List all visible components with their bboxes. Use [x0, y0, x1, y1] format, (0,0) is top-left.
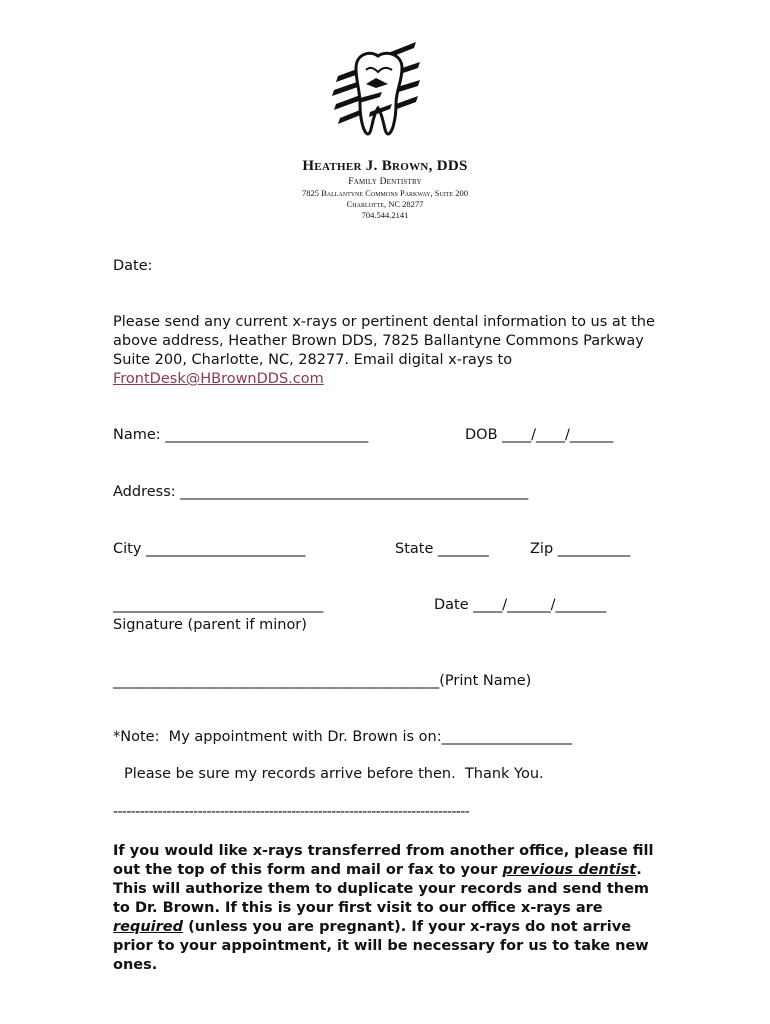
tooth-logo-icon	[330, 38, 422, 140]
practice-owner-name: Heather J. Brown, DDS	[302, 158, 468, 174]
signature-field[interactable]: _____________________________	[113, 597, 324, 613]
request-text: Please send any current x-rays or pertinent dental information to us at the above address, Heather Brown DDS, 7825 Ballantyne Commons Parkway Suite 200, Charlotte, NC, 28277. Email digital x-rays to	[113, 314, 655, 368]
city-field[interactable]: City ______________________	[113, 541, 306, 557]
appointment-note-field[interactable]: *Note: My appointment with Dr. Brown is on:__________________	[113, 729, 573, 745]
letterhead	[0, 156, 770, 221]
instructions-part-3: (unless you are pregnant). If your x-rays do not arrive prior to your appointment, it will be necessary for us to take new ones.	[113, 919, 649, 973]
address-field[interactable]: Address: ________________________________________________	[113, 484, 529, 500]
practice-city: Charlotte, NC 28277	[346, 199, 424, 209]
zip-field[interactable]: Zip __________	[530, 541, 631, 557]
state-field[interactable]: State _______	[395, 541, 489, 557]
required-emphasis: required	[113, 919, 184, 935]
email-link[interactable]: FrontDesk@HBrownDDS.com	[113, 371, 324, 387]
date-label: Date:	[113, 258, 153, 274]
name-field[interactable]: Name: ____________________________	[113, 427, 369, 443]
practice-type: Family Dentistry	[348, 177, 422, 187]
records-note: Please be sure my records arrive before then. Thank You.	[124, 766, 544, 782]
practice-phone: 704.544.2141	[361, 210, 409, 220]
dashed-separator: --------------------------------------------------------------------------------	[113, 804, 470, 820]
practice-address: 7825 Ballantyne Commons Parkway, Suite 200	[301, 188, 469, 198]
print-name-field[interactable]: _____________________________________________(Print Name)	[113, 673, 532, 689]
instructions-part-1: If you would like x-rays transferred from another office, please fill out the top of this form and mail or fax to your	[113, 843, 654, 878]
dob-field[interactable]: DOB ____/____/______	[465, 427, 614, 443]
signature-label: Signature (parent if minor)	[113, 617, 307, 633]
signature-date-field[interactable]: Date ____/______/_______	[434, 597, 607, 613]
instructions-part-2: . This will authorize them to duplicate your records and send them to Dr. Brown. If this is your first visit to our office x-rays are	[113, 862, 650, 916]
previous-dentist-emphasis: previous dentist	[502, 862, 637, 878]
transfer-instructions	[113, 842, 658, 975]
request-paragraph	[113, 313, 673, 389]
